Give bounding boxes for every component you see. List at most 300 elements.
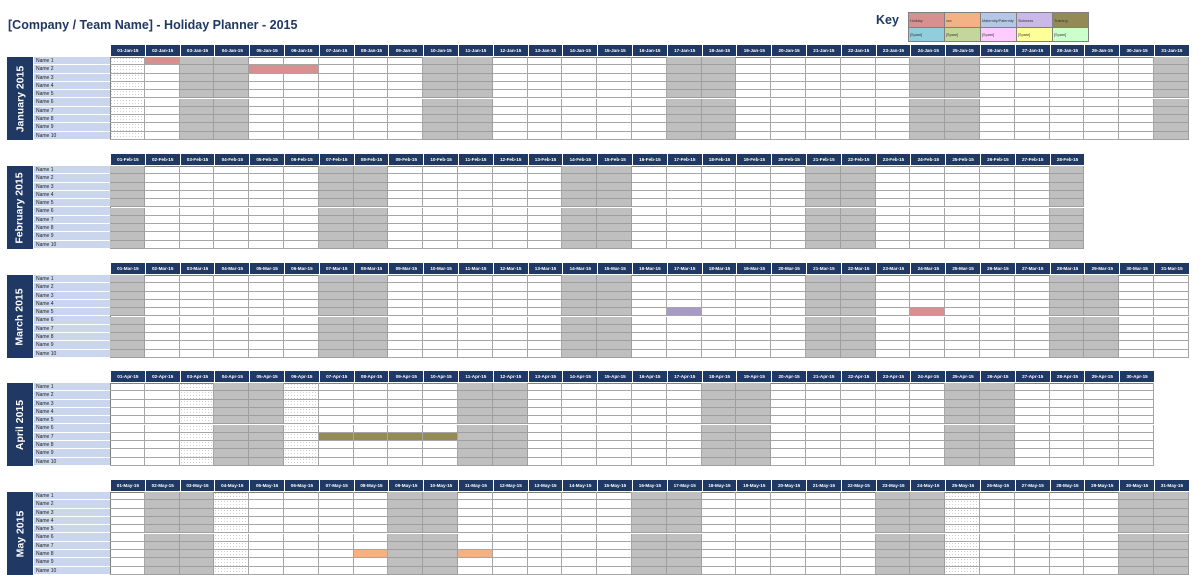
day-cell[interactable] [145,275,180,283]
day-cell[interactable] [736,232,771,240]
day-cell[interactable] [736,525,771,533]
day-cell[interactable] [806,115,841,123]
day-cell[interactable] [354,224,389,232]
day-cell[interactable] [284,208,319,216]
day-cell[interactable] [667,433,702,441]
day-cell[interactable] [841,241,876,249]
day-cell[interactable] [876,99,911,107]
day-cell[interactable] [249,534,284,542]
day-cell[interactable] [493,199,528,207]
day-cell[interactable] [284,400,319,408]
day-cell[interactable] [910,350,945,358]
day-cell[interactable] [493,292,528,300]
day-cell[interactable] [110,416,145,424]
day-cell[interactable] [597,107,632,115]
day-cell[interactable] [423,383,458,391]
day-cell[interactable] [214,216,249,224]
day-cell[interactable] [354,534,389,542]
day-cell[interactable] [214,492,249,500]
day-cell[interactable] [1154,292,1189,300]
day-cell[interactable] [423,308,458,316]
day-cell[interactable] [736,90,771,98]
booking-cell[interactable] [354,433,389,441]
day-cell[interactable] [110,433,145,441]
day-cell[interactable] [284,492,319,500]
day-cell[interactable] [493,325,528,333]
day-cell[interactable] [1015,283,1050,291]
day-cell[interactable] [145,300,180,308]
day-cell[interactable] [423,391,458,399]
day-cell[interactable] [1050,283,1085,291]
day-cell[interactable] [841,383,876,391]
day-cell[interactable] [702,525,737,533]
day-cell[interactable] [597,441,632,449]
day-cell[interactable] [249,183,284,191]
day-cell[interactable] [1119,408,1154,416]
day-cell[interactable] [388,123,423,131]
day-cell[interactable] [249,550,284,558]
day-cell[interactable] [458,408,493,416]
day-cell[interactable] [771,99,806,107]
day-cell[interactable] [528,534,563,542]
day-cell[interactable] [319,449,354,457]
day-cell[interactable] [841,300,876,308]
day-cell[interactable] [597,90,632,98]
day-cell[interactable] [841,558,876,566]
day-cell[interactable] [980,107,1015,115]
booking-cell[interactable] [910,308,945,316]
day-cell[interactable] [110,542,145,550]
day-cell[interactable] [319,65,354,73]
day-cell[interactable] [1084,558,1119,566]
day-cell[interactable] [388,275,423,283]
day-cell[interactable] [1084,115,1119,123]
day-cell[interactable] [319,191,354,199]
day-cell[interactable] [1154,308,1189,316]
day-cell[interactable] [214,107,249,115]
day-cell[interactable] [1119,292,1154,300]
day-cell[interactable] [632,99,667,107]
day-cell[interactable] [806,333,841,341]
day-cell[interactable] [423,241,458,249]
day-cell[interactable] [841,325,876,333]
day-cell[interactable] [110,166,145,174]
day-cell[interactable] [145,90,180,98]
day-cell[interactable] [771,174,806,182]
day-cell[interactable] [702,517,737,525]
day-cell[interactable] [145,458,180,466]
day-cell[interactable] [1084,292,1119,300]
day-cell[interactable] [736,534,771,542]
day-cell[interactable] [493,449,528,457]
day-cell[interactable] [980,191,1015,199]
day-cell[interactable] [528,232,563,240]
day-cell[interactable] [354,517,389,525]
day-cell[interactable] [528,241,563,249]
day-cell[interactable] [702,292,737,300]
day-cell[interactable] [632,300,667,308]
day-cell[interactable] [736,74,771,82]
day-cell[interactable] [980,199,1015,207]
day-cell[interactable] [1154,115,1189,123]
day-cell[interactable] [528,191,563,199]
day-cell[interactable] [493,216,528,224]
day-cell[interactable] [1119,123,1154,131]
day-cell[interactable] [771,441,806,449]
day-cell[interactable] [771,517,806,525]
day-cell[interactable] [597,383,632,391]
day-cell[interactable] [214,174,249,182]
day-cell[interactable] [214,123,249,131]
day-cell[interactable] [1119,74,1154,82]
day-cell[interactable] [249,542,284,550]
day-cell[interactable] [1154,275,1189,283]
day-cell[interactable] [876,325,911,333]
day-cell[interactable] [1015,567,1050,575]
day-cell[interactable] [145,82,180,90]
day-cell[interactable] [284,500,319,508]
day-cell[interactable] [423,525,458,533]
day-cell[interactable] [319,408,354,416]
day-cell[interactable] [423,216,458,224]
day-cell[interactable] [945,341,980,349]
day-cell[interactable] [771,90,806,98]
day-cell[interactable] [249,74,284,82]
day-cell[interactable] [841,216,876,224]
day-cell[interactable] [319,292,354,300]
day-cell[interactable] [284,90,319,98]
day-cell[interactable] [145,241,180,249]
day-cell[interactable] [145,199,180,207]
day-cell[interactable] [771,199,806,207]
day-cell[interactable] [249,300,284,308]
day-cell[interactable] [702,283,737,291]
day-cell[interactable] [876,534,911,542]
day-cell[interactable] [214,191,249,199]
day-cell[interactable] [562,90,597,98]
day-cell[interactable] [702,458,737,466]
day-cell[interactable] [423,325,458,333]
day-cell[interactable] [702,534,737,542]
day-cell[interactable] [1119,115,1154,123]
day-cell[interactable] [354,166,389,174]
day-cell[interactable] [214,65,249,73]
day-cell[interactable] [1050,400,1085,408]
day-cell[interactable] [980,441,1015,449]
day-cell[interactable] [284,300,319,308]
day-cell[interactable] [806,341,841,349]
day-cell[interactable] [632,199,667,207]
day-cell[interactable] [841,333,876,341]
day-cell[interactable] [423,341,458,349]
day-cell[interactable] [771,224,806,232]
day-cell[interactable] [458,441,493,449]
day-cell[interactable] [180,350,215,358]
day-cell[interactable] [354,241,389,249]
day-cell[interactable] [284,542,319,550]
day-cell[interactable] [910,317,945,325]
day-cell[interactable] [1084,283,1119,291]
day-cell[interactable] [945,232,980,240]
day-cell[interactable] [1154,65,1189,73]
day-cell[interactable] [284,241,319,249]
day-cell[interactable] [214,534,249,542]
day-cell[interactable] [562,567,597,575]
day-cell[interactable] [284,57,319,65]
day-cell[interactable] [1154,74,1189,82]
day-cell[interactable] [771,123,806,131]
day-cell[interactable] [876,542,911,550]
day-cell[interactable] [876,383,911,391]
day-cell[interactable] [771,400,806,408]
day-cell[interactable] [841,208,876,216]
day-cell[interactable] [110,550,145,558]
day-cell[interactable] [354,333,389,341]
day-cell[interactable] [1154,567,1189,575]
day-cell[interactable] [945,191,980,199]
day-cell[interactable] [1119,300,1154,308]
day-cell[interactable] [980,350,1015,358]
day-cell[interactable] [458,183,493,191]
day-cell[interactable] [841,441,876,449]
day-cell[interactable] [597,492,632,500]
day-cell[interactable] [423,534,458,542]
day-cell[interactable] [910,216,945,224]
day-cell[interactable] [214,500,249,508]
day-cell[interactable] [910,65,945,73]
day-cell[interactable] [910,525,945,533]
day-cell[interactable] [354,458,389,466]
day-cell[interactable] [458,341,493,349]
day-cell[interactable] [736,333,771,341]
day-cell[interactable] [1050,517,1085,525]
day-cell[interactable] [736,216,771,224]
day-cell[interactable] [736,275,771,283]
day-cell[interactable] [354,57,389,65]
day-cell[interactable] [597,449,632,457]
day-cell[interactable] [145,132,180,140]
day-cell[interactable] [736,115,771,123]
day-cell[interactable] [980,542,1015,550]
day-cell[interactable] [771,550,806,558]
day-cell[interactable] [806,567,841,575]
day-cell[interactable] [632,408,667,416]
day-cell[interactable] [110,107,145,115]
day-cell[interactable] [980,115,1015,123]
day-cell[interactable] [876,183,911,191]
day-cell[interactable] [806,82,841,90]
day-cell[interactable] [493,333,528,341]
day-cell[interactable] [980,65,1015,73]
day-cell[interactable] [284,99,319,107]
day-cell[interactable] [736,400,771,408]
day-cell[interactable] [562,542,597,550]
day-cell[interactable] [319,400,354,408]
day-cell[interactable] [1015,275,1050,283]
day-cell[interactable] [597,166,632,174]
day-cell[interactable] [1015,65,1050,73]
day-cell[interactable] [945,441,980,449]
day-cell[interactable] [597,558,632,566]
day-cell[interactable] [284,232,319,240]
day-cell[interactable] [632,65,667,73]
day-cell[interactable] [458,317,493,325]
day-cell[interactable] [945,500,980,508]
day-cell[interactable] [145,107,180,115]
day-cell[interactable] [980,82,1015,90]
day-cell[interactable] [945,132,980,140]
day-cell[interactable] [423,350,458,358]
day-cell[interactable] [910,458,945,466]
day-cell[interactable] [702,191,737,199]
day-cell[interactable] [771,132,806,140]
day-cell[interactable] [284,115,319,123]
day-cell[interactable] [284,224,319,232]
day-cell[interactable] [597,542,632,550]
day-cell[interactable] [841,308,876,316]
day-cell[interactable] [806,509,841,517]
day-cell[interactable] [1119,383,1154,391]
day-cell[interactable] [354,308,389,316]
day-cell[interactable] [214,383,249,391]
day-cell[interactable] [423,99,458,107]
day-cell[interactable] [214,208,249,216]
day-cell[interactable] [528,517,563,525]
day-cell[interactable] [214,550,249,558]
day-cell[interactable] [736,132,771,140]
day-cell[interactable] [1084,525,1119,533]
day-cell[interactable] [597,416,632,424]
day-cell[interactable] [1050,408,1085,416]
day-cell[interactable] [110,325,145,333]
day-cell[interactable] [1084,107,1119,115]
day-cell[interactable] [249,107,284,115]
day-cell[interactable] [493,82,528,90]
day-cell[interactable] [1084,308,1119,316]
day-cell[interactable] [597,308,632,316]
day-cell[interactable] [145,317,180,325]
day-cell[interactable] [354,132,389,140]
day-cell[interactable] [702,57,737,65]
day-cell[interactable] [667,441,702,449]
day-cell[interactable] [423,558,458,566]
day-cell[interactable] [180,550,215,558]
day-cell[interactable] [771,82,806,90]
day-cell[interactable] [423,492,458,500]
day-cell[interactable] [1084,325,1119,333]
day-cell[interactable] [214,433,249,441]
day-cell[interactable] [876,308,911,316]
day-cell[interactable] [249,400,284,408]
day-cell[interactable] [910,542,945,550]
day-cell[interactable] [771,525,806,533]
day-cell[interactable] [388,509,423,517]
day-cell[interactable] [319,208,354,216]
day-cell[interactable] [632,74,667,82]
day-cell[interactable] [180,82,215,90]
day-cell[interactable] [945,208,980,216]
day-cell[interactable] [980,57,1015,65]
day-cell[interactable] [354,567,389,575]
day-cell[interactable] [980,99,1015,107]
day-cell[interactable] [1084,416,1119,424]
day-cell[interactable] [1050,449,1085,457]
day-cell[interactable] [702,558,737,566]
day-cell[interactable] [493,492,528,500]
day-cell[interactable] [597,65,632,73]
day-cell[interactable] [736,416,771,424]
day-cell[interactable] [319,275,354,283]
day-cell[interactable] [1084,341,1119,349]
day-cell[interactable] [145,525,180,533]
day-cell[interactable] [1050,391,1085,399]
day-cell[interactable] [284,216,319,224]
day-cell[interactable] [736,107,771,115]
day-cell[interactable] [214,317,249,325]
day-cell[interactable] [597,333,632,341]
day-cell[interactable] [180,107,215,115]
day-cell[interactable] [980,534,1015,542]
day-cell[interactable] [1154,283,1189,291]
day-cell[interactable] [1119,567,1154,575]
day-cell[interactable] [1084,500,1119,508]
day-cell[interactable] [388,232,423,240]
day-cell[interactable] [214,82,249,90]
day-cell[interactable] [319,224,354,232]
day-cell[interactable] [284,283,319,291]
day-cell[interactable] [493,458,528,466]
day-cell[interactable] [110,174,145,182]
day-cell[interactable] [284,183,319,191]
day-cell[interactable] [458,232,493,240]
day-cell[interactable] [319,199,354,207]
day-cell[interactable] [423,232,458,240]
day-cell[interactable] [667,292,702,300]
day-cell[interactable] [180,166,215,174]
day-cell[interactable] [1015,458,1050,466]
day-cell[interactable] [632,82,667,90]
day-cell[interactable] [528,449,563,457]
day-cell[interactable] [562,74,597,82]
day-cell[interactable] [1084,458,1119,466]
day-cell[interactable] [910,567,945,575]
day-cell[interactable] [632,90,667,98]
day-cell[interactable] [1050,433,1085,441]
day-cell[interactable] [1050,500,1085,508]
day-cell[interactable] [667,408,702,416]
day-cell[interactable] [145,425,180,433]
day-cell[interactable] [423,408,458,416]
day-cell[interactable] [980,216,1015,224]
day-cell[interactable] [458,123,493,131]
day-cell[interactable] [945,241,980,249]
day-cell[interactable] [876,567,911,575]
day-cell[interactable] [910,241,945,249]
day-cell[interactable] [562,183,597,191]
day-cell[interactable] [771,232,806,240]
day-cell[interactable] [145,292,180,300]
day-cell[interactable] [319,391,354,399]
day-cell[interactable] [736,183,771,191]
day-cell[interactable] [1050,275,1085,283]
day-cell[interactable] [1015,308,1050,316]
day-cell[interactable] [876,74,911,82]
day-cell[interactable] [423,123,458,131]
day-cell[interactable] [1050,550,1085,558]
day-cell[interactable] [597,525,632,533]
day-cell[interactable] [388,65,423,73]
day-cell[interactable] [806,391,841,399]
